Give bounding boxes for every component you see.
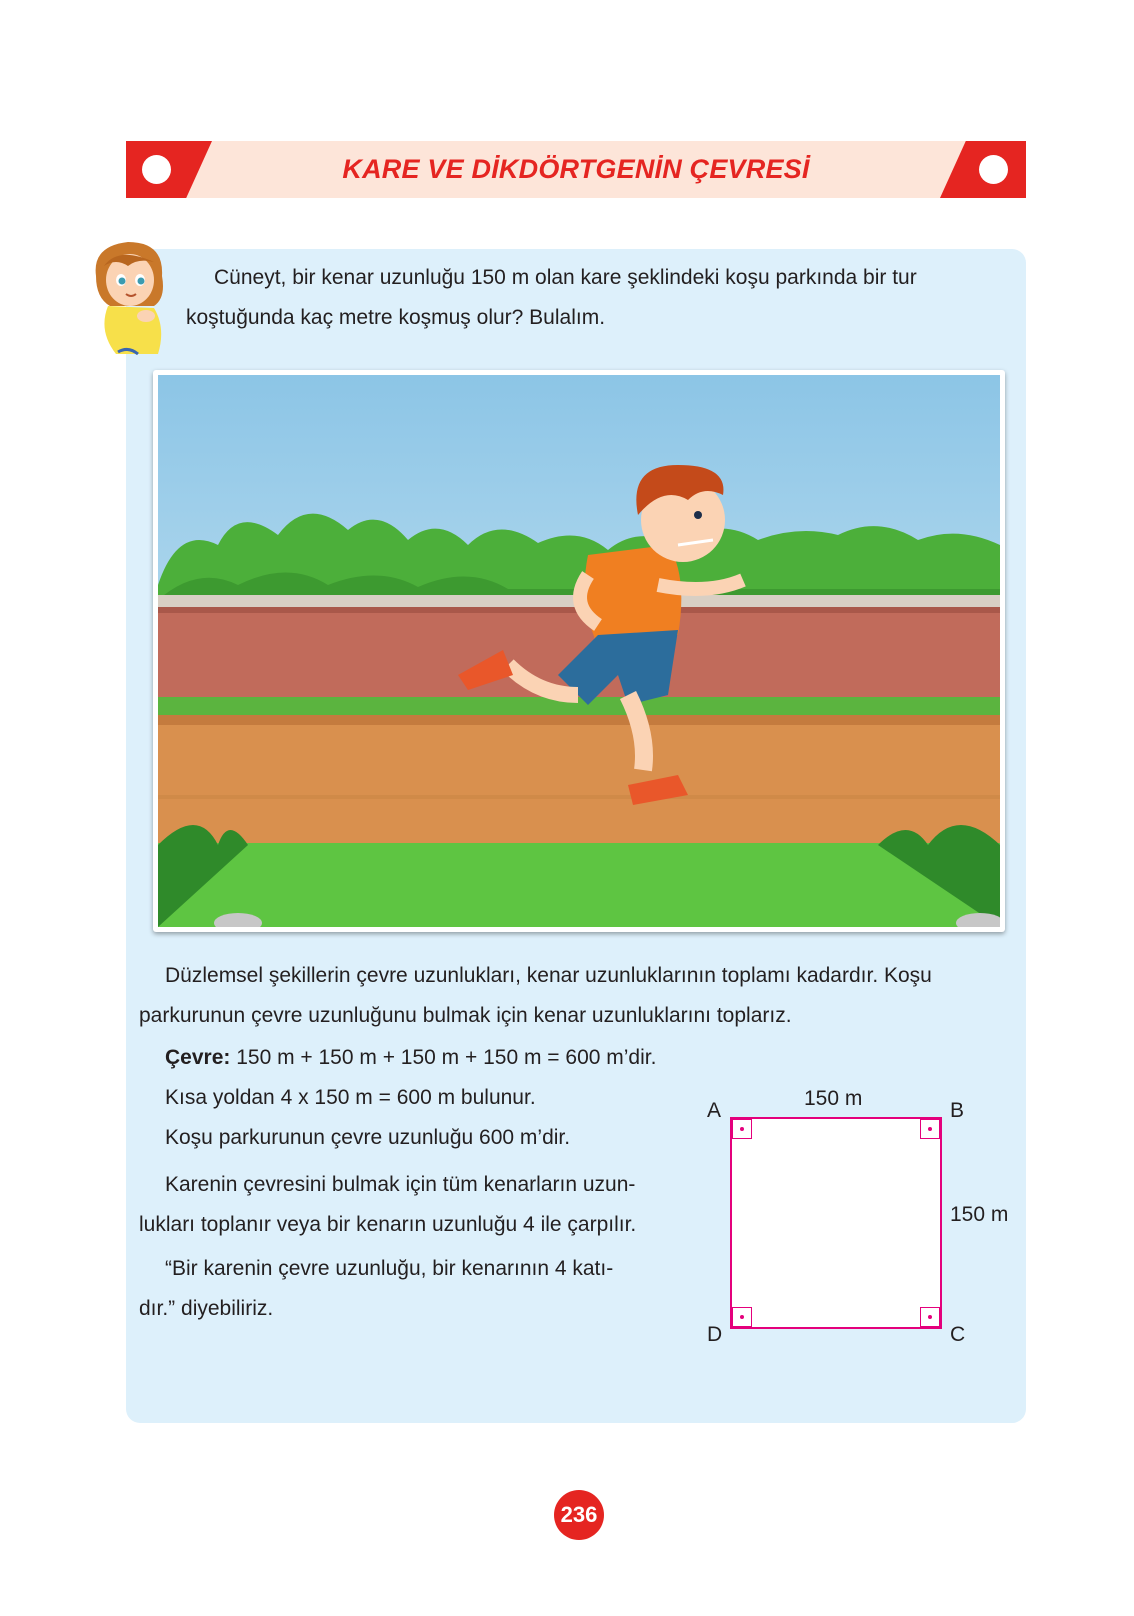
girl-character-illustration xyxy=(88,236,180,360)
right-angle-a-icon xyxy=(732,1119,752,1139)
cevre-expression: 150 m + 150 m + 150 m + 150 m = 600 m’dir. xyxy=(230,1046,657,1069)
right-side-length: 150 m xyxy=(950,1203,1009,1226)
right-angle-c-icon xyxy=(920,1307,940,1327)
vertex-a-label: A xyxy=(707,1099,722,1122)
statement-line-1: “Bir karenin çevre uzunluğu, bir kenarının 4 katı- xyxy=(165,1257,614,1280)
park-scene-svg xyxy=(158,375,1000,927)
rule-line-2: lukları toplanır veya bir kenarın uzunluğu 4 ile çarpılır. xyxy=(139,1213,637,1236)
square-perimeter-rule xyxy=(139,1165,685,1245)
intro-line-2: koştuğunda kaç metre koşmuş olur? Bulalım. xyxy=(186,306,606,329)
intro-line-1: Cüneyt, bir kenar uzunluğu 150 m olan kare şeklindeki koşu parkında bir tur xyxy=(214,266,917,289)
top-side-length: 150 m xyxy=(804,1087,863,1110)
vertex-c-label: C xyxy=(950,1323,966,1346)
short-way-text: Kısa yoldan 4 x 150 m = 600 m bulunur. xyxy=(165,1086,536,1109)
intro-question xyxy=(186,258,1016,338)
square-abcd-figure xyxy=(730,1117,942,1329)
vertex-d-label: D xyxy=(707,1323,723,1346)
page-number: 236 xyxy=(554,1490,604,1540)
chapter-banner xyxy=(126,141,1026,198)
statement-line-2: dır.” diyebiliriz. xyxy=(139,1297,274,1320)
explanation-paragraph xyxy=(139,956,1019,1036)
right-angle-d-icon xyxy=(732,1307,752,1327)
square-perimeter-statement xyxy=(139,1249,685,1329)
explanation-line-2: parkurunun çevre uzunluğunu bulmak için kenar uzunluklarını toplarız. xyxy=(139,1004,792,1027)
right-angle-b-icon xyxy=(920,1119,940,1139)
cevre-label: Çevre: xyxy=(165,1046,231,1069)
cevre-formula xyxy=(165,1043,656,1073)
perimeter-result-text: Koşu parkurunun çevre uzunluğu 600 m’dir. xyxy=(165,1126,571,1149)
vertex-b-label: B xyxy=(950,1099,965,1122)
chapter-title: KARE VE DİKDÖRTGENİN ÇEVRESİ xyxy=(342,154,810,184)
explanation-line-1: Düzlemsel şekillerin çevre uzunlukları, kenar uzunluklarının toplamı kadardır. Koşu xyxy=(165,964,932,987)
running-boy-illustration xyxy=(153,370,1005,932)
rule-line-1: Karenin çevresini bulmak için tüm kenarların uzun- xyxy=(165,1173,636,1196)
